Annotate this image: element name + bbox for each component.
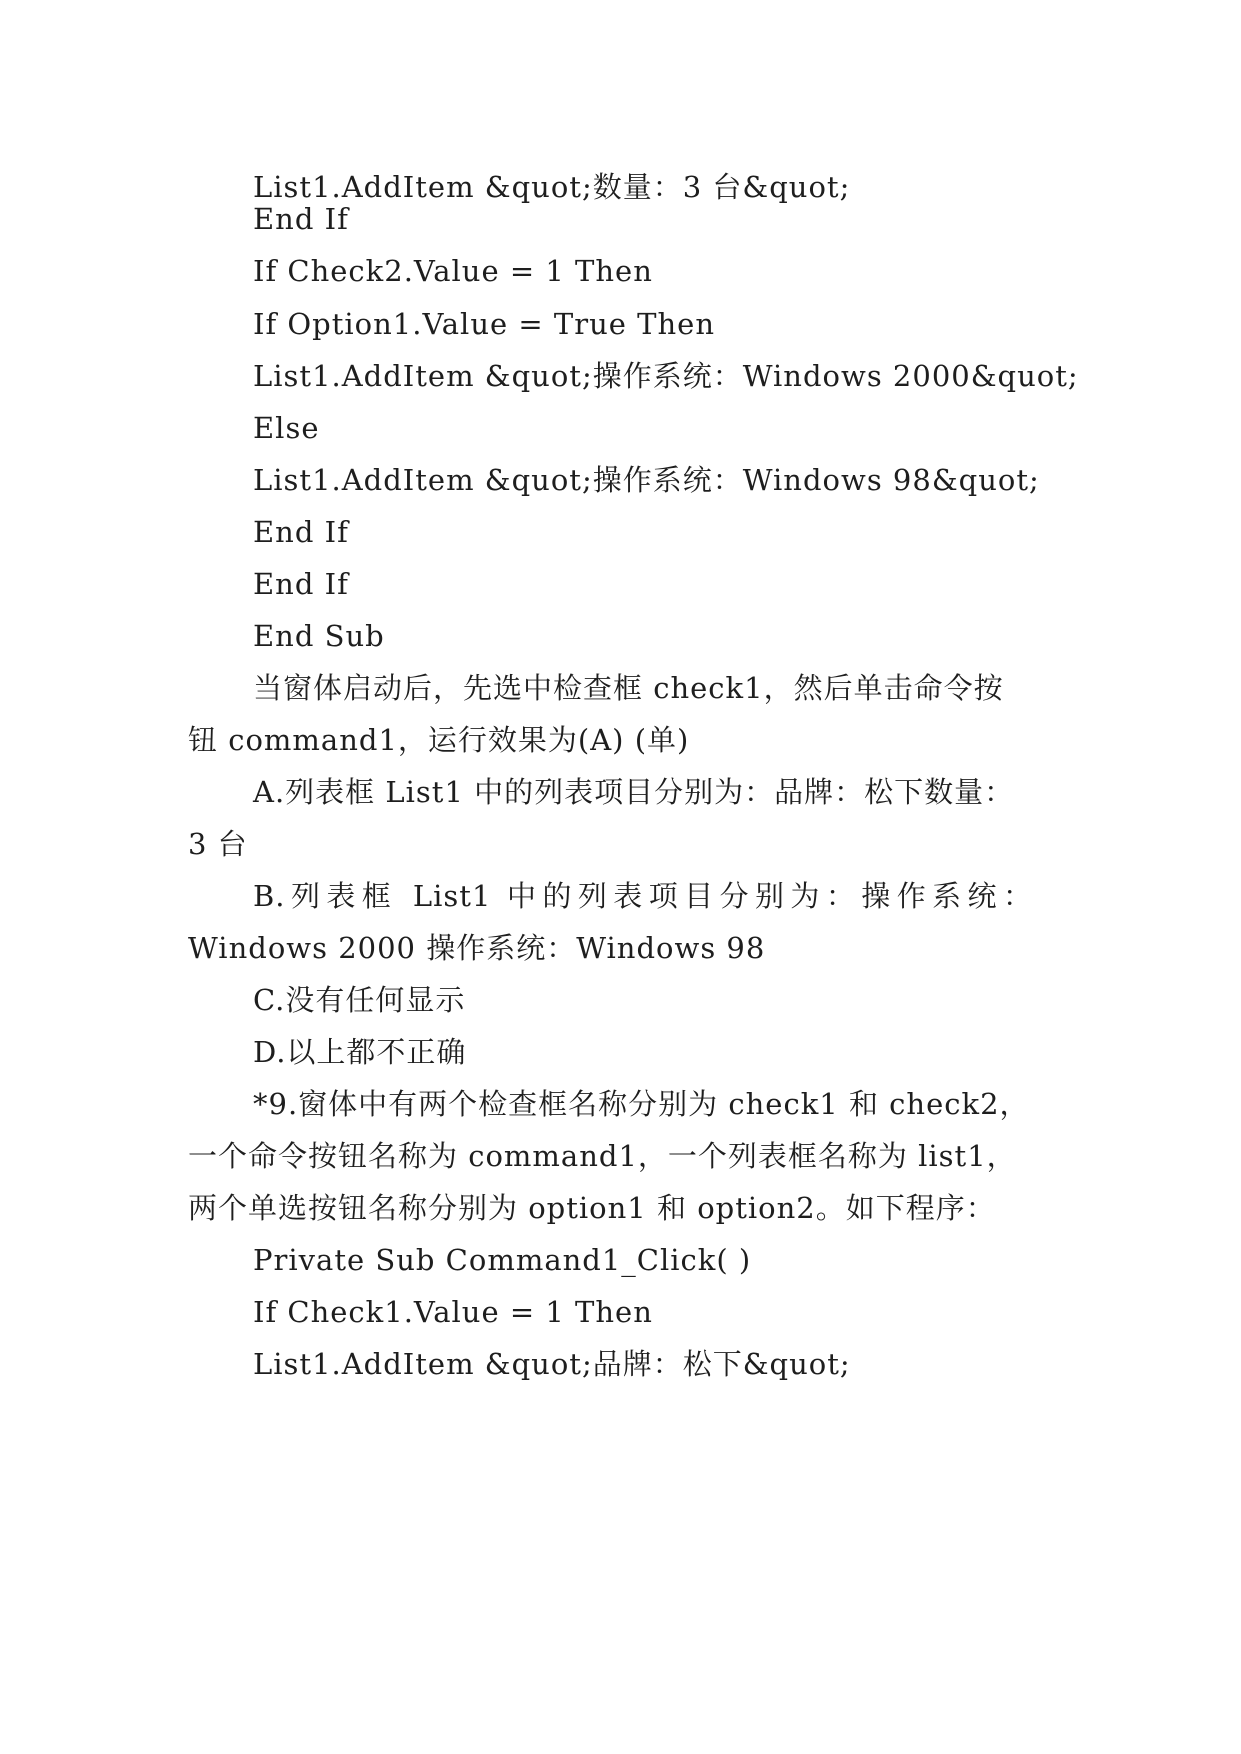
code-line: List1.AddItem &quot;操作系统：Windows 2000&quot; — [253, 359, 1079, 393]
code-line: List1.AddItem &quot;数量：3 台&quot; — [253, 170, 851, 204]
option-b: B.列表框 List1 中的列表项目分别为：操作系统： — [253, 879, 1033, 913]
question-9: *9.窗体中有两个检查框名称分别为 check1 和 check2， — [253, 1087, 1030, 1121]
code-line: End Sub — [253, 619, 385, 653]
code-line: If Check1.Value = 1 Then — [253, 1295, 653, 1329]
question-text: 当窗体启动后，先选中检查框 check1，然后单击命令按 — [253, 671, 1004, 705]
option-a: 3 台 — [188, 827, 248, 861]
option-b: Windows 2000 操作系统：Windows 98 — [188, 931, 766, 965]
code-line: End If — [253, 515, 349, 549]
question-text: 钮 command1，运行效果为(A) (单) — [188, 723, 690, 757]
code-line: Private Sub Command1_Click( ) — [253, 1243, 752, 1277]
question-9: 两个单选按钮名称分别为 option1 和 option2。如下程序： — [188, 1191, 996, 1225]
question-9: 一个命令按钮名称为 command1，一个列表框名称为 list1， — [188, 1139, 1017, 1173]
code-line: End If — [253, 567, 349, 601]
code-line: If Check2.Value = 1 Then — [253, 254, 653, 288]
code-line: List1.AddItem &quot;操作系统：Windows 98&quot; — [253, 463, 1040, 497]
code-line: End If — [253, 202, 349, 236]
option-d: D.以上都不正确 — [253, 1035, 467, 1069]
code-line: List1.AddItem &quot;品牌：松下&quot; — [253, 1347, 851, 1381]
option-a: A.列表框 List1 中的列表项目分别为：品牌：松下数量： — [253, 775, 1015, 809]
option-c: C.没有任何显示 — [253, 983, 466, 1017]
code-line: Else — [253, 411, 320, 445]
code-line: If Option1.Value = True Then — [253, 307, 716, 341]
